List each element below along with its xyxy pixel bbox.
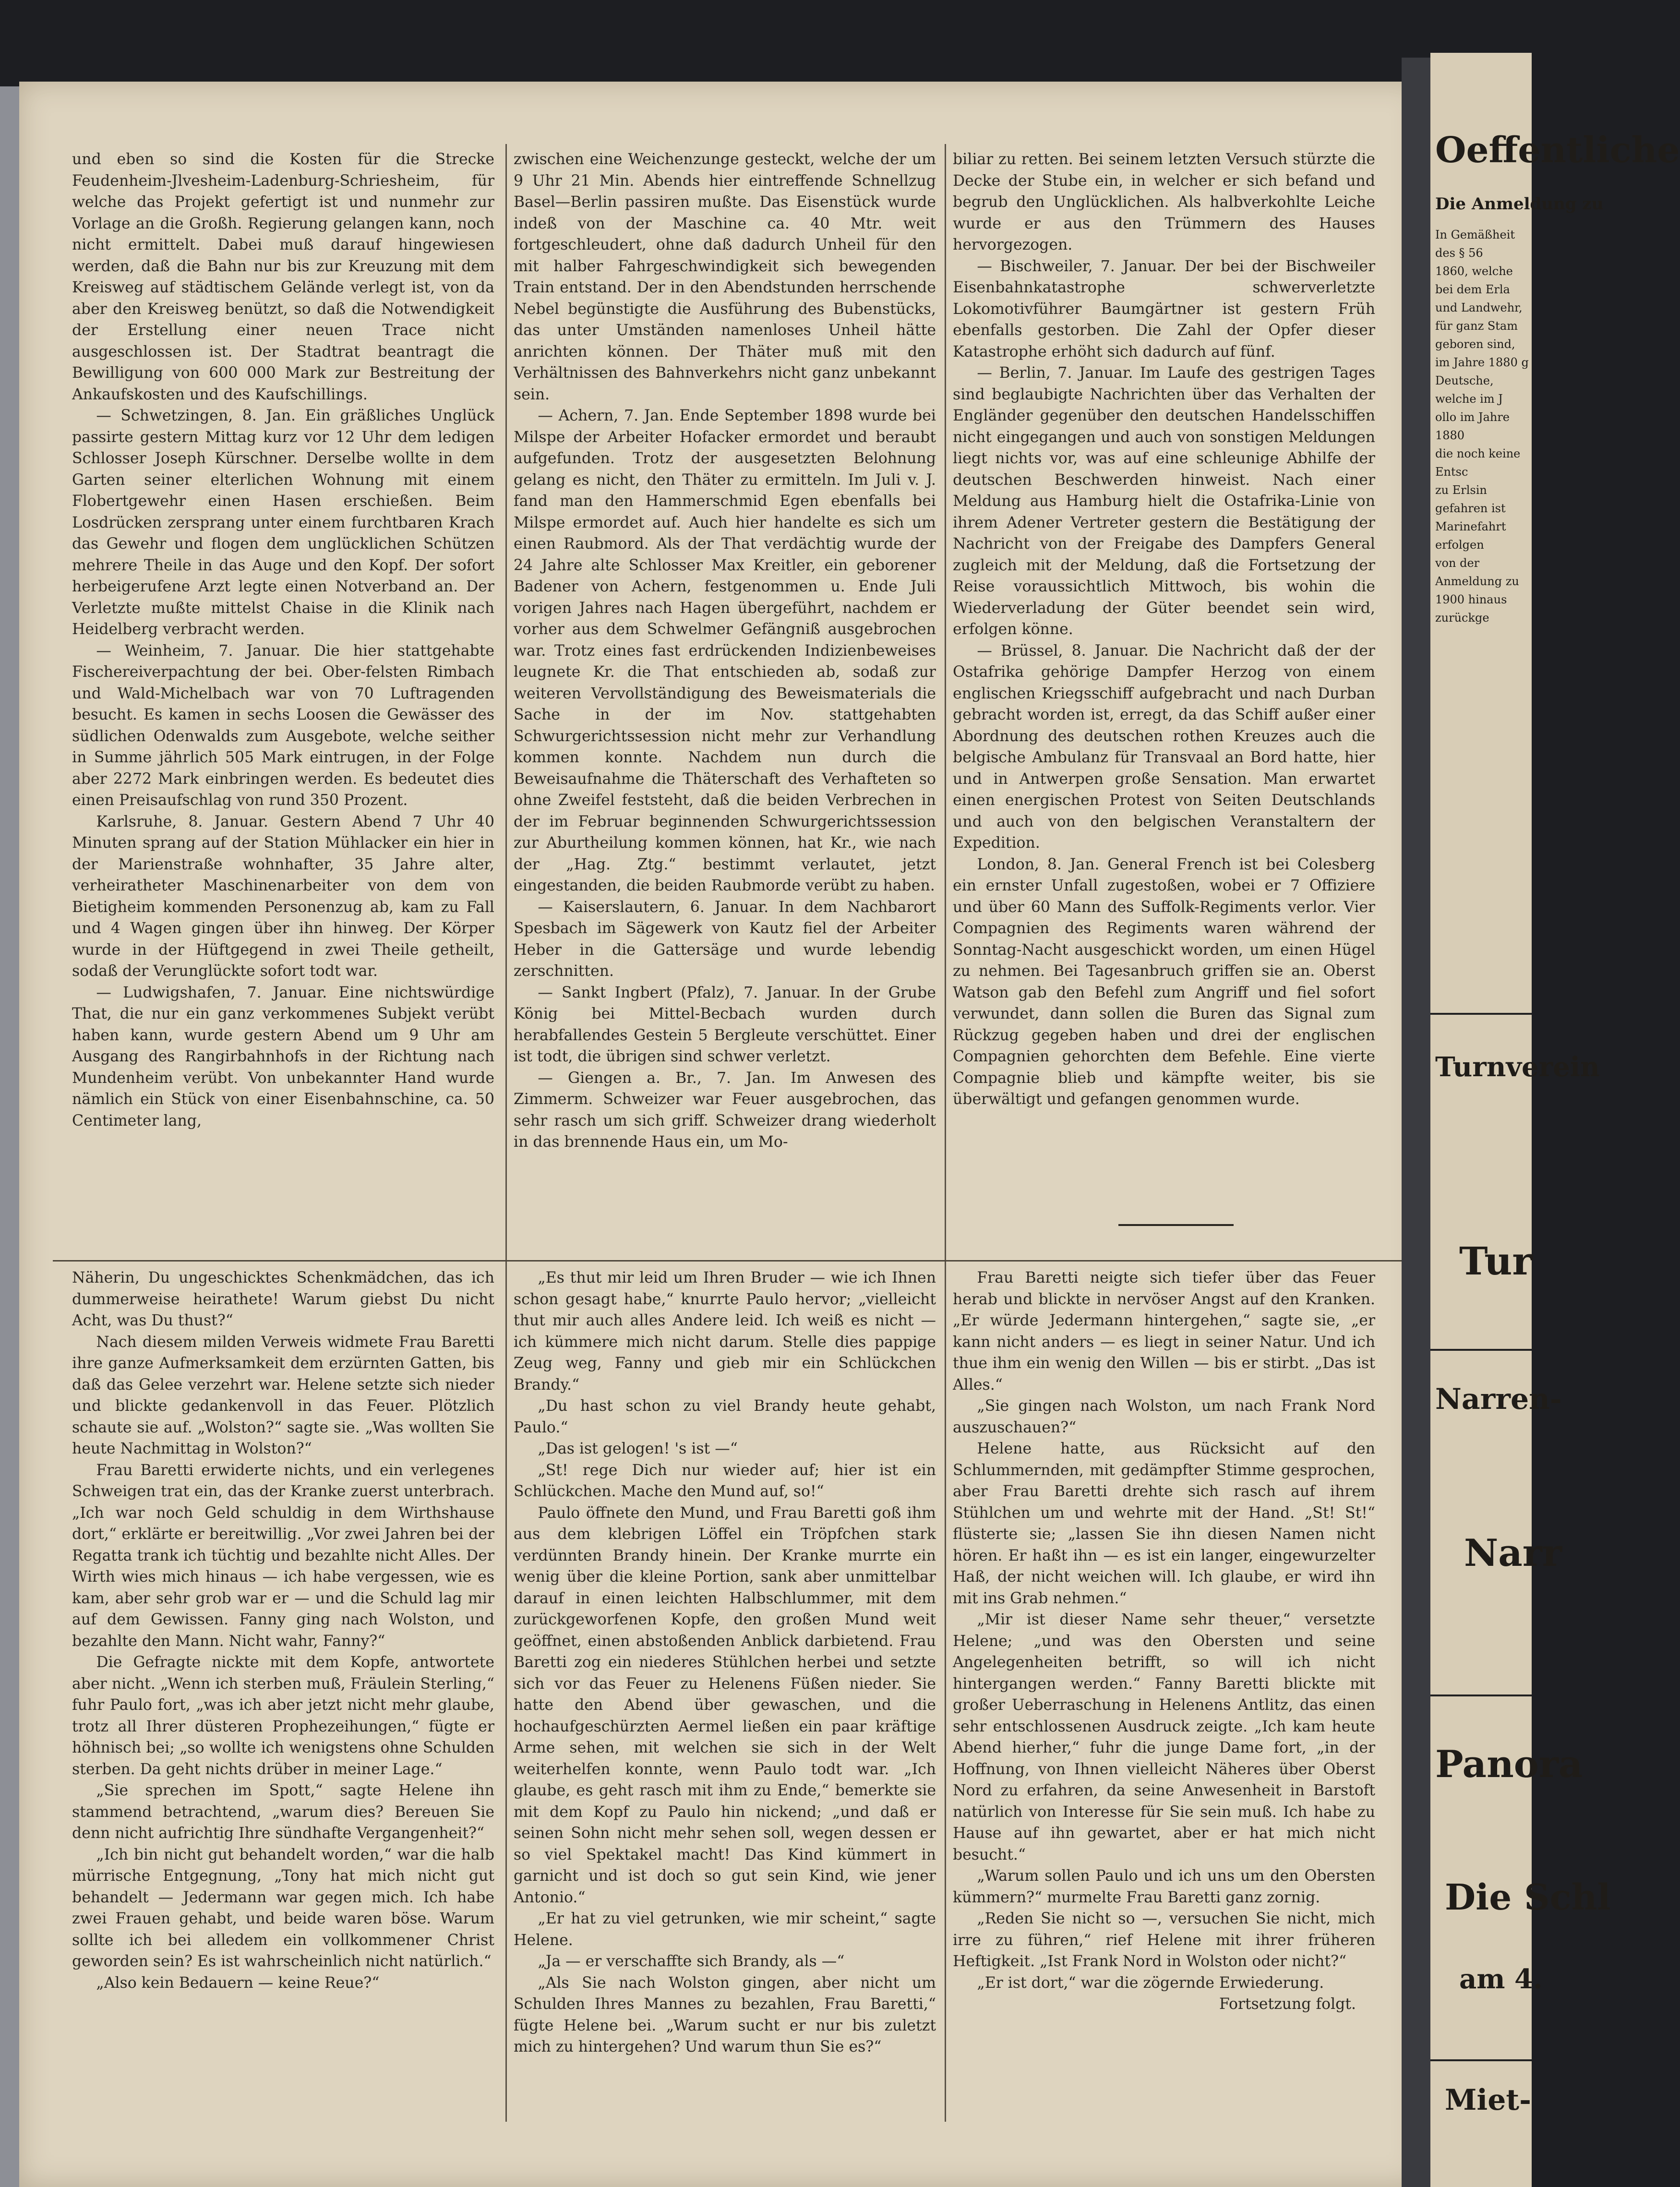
notice-line: Marinefahrt erfolgen xyxy=(1435,520,1506,552)
article-paragraph: biliar zu retten. Bei seinem letzten Versuch stürzte die Decke der Stube ein, in welcher er sich befand und begrub den Unglücklichen. Als halbverkohlte Leiche wurde er aus den Trümmern des Hauses hervorgezogen. xyxy=(953,151,1375,253)
story-paragraph: „Sie gingen nach Wolston, um nach Frank Nord auszuschauen?“ xyxy=(953,1397,1375,1436)
story-paragraph: „Er ist dort,“ war die zögernde Erwiederung. xyxy=(977,1974,1324,1992)
notice-line: In Gemäßheit des § 56 xyxy=(1435,228,1515,260)
ad-rule xyxy=(1430,1694,1532,1696)
story-paragraph: „St! rege Dich nur wieder auf; hier ist ein Schlückchen. Mache den Mund auf, so!“ xyxy=(514,1461,936,1500)
article-karlsruhe: Karlsruhe, 8. Januar. Gestern Abend 7 Uhr 40 Minuten sprang auf der Station Mühlacker ein hier in der Marienstraße wohnhafter, 35 Jahre alter, verheiratheter Maschinenarbeiter von dem von Bietigheim kommenden Personenzug ab, kam zu Fall und 4 Wagen gingen über ihn hinweg. Der Körper wurde in der Hüftgegend in zwei Theile getheilt, sodaß der Verunglückte sofort todt war. xyxy=(72,813,494,980)
story-paragraph: „Du hast schon zu viel Brandy heute gehabt, Paulo.“ xyxy=(514,1397,936,1436)
ad-rule xyxy=(1430,1013,1532,1015)
to-be-continued: Fortsetzung folgt. xyxy=(1219,1995,1356,2013)
article-paragraph: zwischen eine Weichenzunge gesteckt, welche der um 9 Uhr 21 Min. Abends hier eintreffende Schnellzug Basel—Berlin passiren mußte. Das Eisenstück wurde indeß von der Maschine ca. 40 Mtr. weit fortgeschleudert, ohne daß dadurch Unheil für den mit halber Fahrgeschwindigkeit sich bewegenden Train entstand. Der in den Abendstunden herrschende Nebel begünstigte die Ausführung des Bubenstücks, das unter Umständen namenloses Unheil hätte anrichten können. Der Thäter muß mit den Verhältnissen des Bahnverkehrs nicht ganz unbekannt sein. xyxy=(514,151,936,403)
article-paragraph: und eben so sind die Kosten für die Strecke Feudenheim-Jlvesheim-Ladenburg-Schriesheim, für welche das Projekt gefertigt ist und nunmehr zur Vorlage an die Großh. Regierung gelangen kann, noch nicht ermittelt. Dabei muß darauf hingewiesen werden, daß die Bahn nur bis zur Kreuzung mit dem Kreisweg auf städtischem Gelände verlegt ist, von da aber den Kreisweg benützt, so daß die Notwendigkeit der Erstellung einer neuen Trace nicht ausgeschlossen ist. Der Stadtrat beantragt die Bewilligung von 600 000 Mark zur Bestreitung der Ankaufskosten und des Kaufschillings. xyxy=(72,151,494,403)
story-paragraph: „Sie sprechen im Spott,“ sagte Helene ihn stammend betrachtend, „warum dies? Bereuen Sie denn nicht aufrichtig Ihre sündhafte Vergangenheit?“ xyxy=(72,1782,494,1842)
story-paragraph: Frau Baretti neigte sich tiefer über das Feuer herab und blickte in nervöser Angst auf den Kranken. „Er würde Jedermann hintergehen,“ sagte sie, „er kann nicht anders — es liegt in seiner Natur. Und ich thue ihm ein wenig den Willen — bis er stirbt. „Das ist Alles.“ xyxy=(953,1269,1375,1394)
ad-tur: Tur xyxy=(1459,1238,1533,1284)
feuilleton-column-1 xyxy=(72,1267,494,2131)
news-column-1 xyxy=(72,149,494,1243)
notice-line: geboren sind, im Jahre 1880 g xyxy=(1435,337,1529,369)
notice-line: die noch keine Entsc xyxy=(1435,447,1521,479)
feuilleton-column-3 xyxy=(953,1267,1375,2131)
ad-rule xyxy=(1430,1349,1532,1351)
book-gutter xyxy=(1402,58,1430,2187)
column-divider xyxy=(945,144,946,2122)
article-achern: — Achern, 7. Jan. Ende September 1898 wurde bei Milspe der Arbeiter Hofacker ermordet und beraubt aufgefunden. Trotz der ausgesetzten Belohnung gelang es nicht, den Thäter zu ermitteln. Im Juli v. J. fand man den Hammerschmid Egen ebenfalls bei Milspe ermordet auf. Auch hier handelte es sich um einen Raubmord. Als der That verdächtig wurde der 24 Jahre alte Schlosser Max Kreitler, ein geborener Badener von Achern, festgenommen u. Ende Juli vorigen Jahres nach Hagen übergeführt, nachdem er vorher aus dem Schwelmer Gefängniß ausgebrochen war. Trotz eines fast erdrückenden Indizienbeweises leugnete Kr. die That entschieden ab, sodaß zur weiteren Vervollständigung des Beweismaterials die Sache in der im Nov. stattgehabten Schwurgerichtssession nicht mehr zur Verhandlung kommen konnte. Nachdem nun durch die Beweisaufnahme die Thäterschaft des Verhafteten so ohne Zweifel feststeht, daß die beiden Verbrechen in der im Februar beginnenden Schwurgerichtssession zur Aburtheilung kommen können, hat Kr., wie nach der „Hag. Ztg.“ bestimmt verlautet, jetzt eingestanden, die beiden Raubmorde verübt zu haben. xyxy=(514,407,936,894)
notice-line: und Landwehr, für ganz Stam xyxy=(1435,301,1523,333)
story-paragraph: Näherin, Du ungeschicktes Schenkmädchen, das ich dummerweise heirathete! Warum giebst Du nicht Acht, was Du thust?“ xyxy=(72,1269,494,1329)
story-paragraph: „Ja — er verschaffte sich Brandy, als —“ xyxy=(538,1953,845,1970)
story-paragraph: Die Gefragte nickte mit dem Kopfe, antwortete aber nicht. „Wenn ich sterben muß, Fräulein Sterling,“ fuhr Paulo fort, „was ich aber jetzt nicht mehr glaube, trotz all Ihrer düsteren Prophezeihungen,“ fügte er höhnisch bei; „so wollte ich wenigstens ohne Schulden sterben. Da geht nichts drüber in meiner Lage.“ xyxy=(72,1654,494,1778)
news-column-3 xyxy=(953,149,1375,1205)
scanner-edge xyxy=(0,86,19,2187)
story-paragraph: „Reden Sie nicht so —, versuchen Sie nicht, mich irre zu führen,“ rief Helene mit ihrer früheren Heftigkeit. „Ist Frank Nord in Wolston oder nicht?“ xyxy=(953,1910,1375,1970)
story-paragraph: Nach diesem milden Verweis widmete Frau Baretti ihre ganze Aufmerksamkeit dem erzürnten Gatten, bis daß das Gelee verzehrt war. Helene setzte sich nieder und blickte gedankenvoll in das Feuer. Plötzlich schaute sie auf. „Wolston?“ sagte sie. „Was wollten Sie heute Nachmittag in Wolston?“ xyxy=(72,1333,494,1457)
notice-line: von der Anmeldung zu xyxy=(1435,556,1519,588)
ad-rule xyxy=(1430,2059,1532,2061)
notice-line: zu Erlsin gefahren ist xyxy=(1435,483,1506,515)
article-bruessel: — Brüssel, 8. Januar. Die Nachricht daß der der Ostafrika gehörige Dampfer Herzog von einem englischen Kriegsschiff aufgebracht und nach Durban gebracht worden ist, erregt, da das Schiff außer einer Abordnung des deutschen rothen Kreuzes auch die belgische Ambulanz für Transvaal an Bord hatte, hier und in Antwerpen große Sensation. Man erwartet einen energischen Protest von Seiten Deutschlands und auch von den belgischen Veranstaltern der Expedition. xyxy=(953,642,1375,852)
ad-narren: Narren- xyxy=(1435,1382,1562,1416)
story-paragraph: „Es thut mir leid um Ihren Bruder — wie ich Ihnen schon gesagt habe,“ knurrte Paulo hervor; „vielleicht thut mir auch alles Andere leid. Ich weiß es nicht — ich kümmere mich nicht darum. Stelle dies pappige Zeug weg, Fanny und gieb mir ein Schlückchen Brandy.“ xyxy=(514,1269,936,1394)
adjacent-page xyxy=(1430,53,1680,2187)
story-paragraph: Paulo öffnete den Mund, und Frau Baretti goß ihm aus dem klebrigen Löffel ein Tröpfchen stark verdünnten Brandy hinein. Der Kranke murrte ein wenig über die kleine Portion, sank aber unmittelbar darauf in einen leichten Halbschlummer, mit dem zurückgeworfenen Kopfe, den großen Mund weit geöffnet, einen abstoßenden Anblick darbietend. Frau Baretti zog ein niederes Stühlchen herbei und setzte sich vor das Feuer zu Helenens Füßen nieder. Sie hatte den Abend über gewaschen, und die hochaufgeschürzten Aermel ließen ein paar kräftige Arme sehen, mit welchen sie sich in der Welt weiterhelfen konnte, wenn Paulo todt war. „Ich glaube, es geht rasch mit ihm zu Ende,“ bemerkte sie mit dem Kopf zu Paulo hin nickend; „und daß er seinen Sohn nicht mehr sehen soll, wegen dessen er so viel Spektakel macht! Das Kind kümmert in garnicht und ist doch so gut sein Kind, wie jener Antonio.“ xyxy=(514,1504,936,1906)
notice-line: ollo im Jahre 1880 xyxy=(1435,410,1510,442)
notice-line: 1860, welche bei dem Erla xyxy=(1435,264,1513,296)
story-paragraph: „Also kein Bedauern — keine Reue?“ xyxy=(96,1974,380,1992)
story-paragraph: „Das ist gelogen! 's ist —“ xyxy=(538,1440,738,1457)
notice-subheading: Die Anmeldung zu xyxy=(1435,194,1604,214)
ad-panorama: Panora xyxy=(1435,1742,1583,1786)
story-paragraph: Frau Baretti erwiderte nichts, und ein verlegenes Schweigen trat ein, das der Kranke zuerst unterbrach. „Ich war noch Geld schuldig in dem Wirthshause dort,“ erklärte er bereitwillig. „Vor zwei Jahren bei der Regatta trank ich tüchtig und bezahlte nicht Alles. Der Wirth wies mich hinaus — ich habe vergessen, wie es kam, aber sehr grob war er — und die Schuld lag mir auf dem Gewissen. Fanny ging nach Wolston, und bezahlte den Mann. Nicht wahr, Fanny?“ xyxy=(72,1461,494,1650)
article-giengen: — Giengen a. Br., 7. Jan. Im Anwesen des Zimmerm. Schweizer war Feuer ausgebrochen, das sehr rasch um sich griff. Schweizer drang wiederholt in das brennende Haus ein, um Mo- xyxy=(514,1069,936,1151)
story-paragraph: „Ich bin nicht gut behandelt worden,“ war die halb mürrische Entgegnung, „Tony hat mich nicht gut behandelt — Jedermann war gegen mich. Ich habe zwei Frauen gehabt, und beide waren böse. Warum sollte ich bei alledem ein vollkommener Christ geworden sein? Es ist wahrscheinlich nicht natürlich.“ xyxy=(72,1846,494,1970)
article-sankt-ingbert: — Sankt Ingbert (Pfalz), 7. Januar. In der Grube König bei Mittel-Becbach wurden durch herabfallendes Gestein 5 Bergleute verschüttet. Einer ist todt, die übrigen sind schwer verletzt. xyxy=(514,984,936,1065)
article-london: London, 8. Jan. General French ist bei Colesberg ein ernster Unfall zugestoßen, wobei er 7 Offiziere und über 60 Mann des Suffolk-Regiments verlor. Vier Compagnien des Regiments waren während der Sonntag-Nacht ausgeschickt worden, um einen Hügel zu nehmen. Bei Tagesanbruch griffen sie an. Oberst Watson gab den Befehl zum Angriff und fiel sofort verwundet, dann sollen die Buren das Signal zum Rückzug gegeben haben und drei der englischen Compagnien gehorchten dem Befehle. Eine vierte Compagnie blieb und kämpfte weiter, bis sie überwältigt und gefangen genommen wurde. xyxy=(953,855,1375,1108)
article-kaiserslautern: — Kaiserslautern, 6. Januar. In dem Nachbarort Spesbach im Sägewerk von Kautz fiel der Arbeiter Heber in die Gattersäge und wurde lebendig zerschnitten. xyxy=(514,898,936,980)
notice-line: Deutsche, welche im J xyxy=(1435,374,1503,406)
story-paragraph: „Warum sollen Paulo und ich uns um den Obersten kümmern?“ murmelte Frau Baretti ganz zornig. xyxy=(953,1867,1375,1906)
story-paragraph: „Er hat zu viel getrunken, wie mir scheint,“ sagte Helene. xyxy=(514,1910,936,1949)
article-schwetzingen: — Schwetzingen, 8. Jan. Ein gräßliches Unglück passirte gestern Mittag kurz vor 12 Uhr dem ledigen Schlosser Joseph Kürschner. Derselbe wollte in dem Garten seiner elterlichen Wohnung mit einem Flobertgewehr einen Hasen erschießen. Beim Losdrücken zersprang unter einem furchtbaren Krach das Gewehr und flogen dem unglücklichen Schützen mehrere Theile in das Auge und den Kopf. Der sofort herbeigerufene Arzt legte einen Notverband an. Der Verletzte mußte mittelst Chaise in die Klinik nach Heidelberg verbracht werden. xyxy=(72,407,494,638)
ad-miet: Miet- xyxy=(1445,2083,1531,2117)
notice-line: 1900 hinaus zurückge xyxy=(1435,593,1507,625)
feuilleton-column-2 xyxy=(514,1267,936,2131)
feuilleton-divider xyxy=(53,1260,1402,1262)
news-column-2 xyxy=(514,149,936,1243)
notice-heading: Oeffentliche xyxy=(1435,130,1680,171)
ad-am: am 4. xyxy=(1459,1963,1543,1995)
column-divider xyxy=(505,144,507,2122)
end-of-news-rule xyxy=(1118,1224,1234,1226)
story-paragraph: „Mir ist dieser Name sehr theuer,“ versetzte Helene; „und was den Obersten und seine Angelegenheiten betrifft, so will ich nicht hintergangen werden.“ Fanny Baretti blickte mit großer Ueberraschung in Helenens Antlitz, das einen sehr entschlossenen Ausdruck zeigte. „Ich kam heute Abend hierher,“ fuhr die junge Dame fort, „in der Hoffnung, von Ihnen vielleicht Näheres über Oberst Nord zu erfahren, da seine Anwesenheit in Barstoft natürlich von Interesse für Sie sein muß. Ich habe zu Hause auf ihn gewartet, aber er hat mich nicht besucht.“ xyxy=(953,1611,1375,1863)
ad-die-schl: Die Schl xyxy=(1445,1877,1611,1918)
ad-narr: Narr xyxy=(1464,1531,1562,1575)
article-bischweiler: — Bischweiler, 7. Januar. Der bei der Bischweiler Eisenbahnkatastrophe schwerverletzte Lokomotivführer Baumgärtner ist gestern Früh ebenfalls gestorben. Die Zahl der Opfer dieser Katastrophe erhöht sich dadurch auf fünf. xyxy=(953,257,1375,360)
story-paragraph: Helene hatte, aus Rücksicht auf den Schlummernden, mit gedämpfter Stimme gesprochen, aber Frau Baretti drehte sich rasch auf ihrem Stühlchen um und wehrte mit der Hand. „St! St!“ flüsterte sie; „lassen Sie ihn diesen Namen nicht hören. Er haßt ihn — es ist ein langer, eingewurzelter Haß, der nicht weichen will. Ich glaube, er wird ihn mit ins Grab nehmen.“ xyxy=(953,1440,1375,1607)
article-ludwigshafen: — Ludwigshafen, 7. Januar. Eine nichtswürdige That, die nur ein ganz verkommenes Subjekt verübt haben kann, wurde gestern Abend um 9 Uhr am Ausgang des Rangirbahnhofs in der Richtung nach Mundenheim verübt. Von unbekannter Hand wurde nämlich ein Stück von einer Eisenbahnschine, ca. 50 Centimeter lang, xyxy=(72,984,494,1130)
story-paragraph: „Als Sie nach Wolston gingen, aber nicht um Schulden Ihres Mannes zu bezahlen, Frau Baretti,“ fügte Helene bei. „Warum sucht er nur bis zuletzt mich zu hintergehen? Und warum thun Sie es?“ xyxy=(514,1974,936,2055)
article-weinheim: — Weinheim, 7. Januar. Die hier stattgehabte Fischereiverpachtung der bei. Ober-felsten Rimbach und Wald-Michelbach war von 70 Luftragenden besucht. Es kamen in sechs Loosen die Gewässer des südlichen Odenwalds zum Ausgebote, welche seither in Summe jährlich 505 Mark eintrugen, in der Folge aber 2272 Mark einbringen werden. Es bedeutet dies einen Preisaufschlag von rund 350 Prozent. xyxy=(72,642,494,809)
ad-turnverein: Turnverein xyxy=(1435,1051,1600,1083)
notice-text xyxy=(1435,226,1531,627)
article-berlin: — Berlin, 7. Januar. Im Laufe des gestrigen Tages sind beglaubigte Nachrichten über das Verhalten der Engländer gegenüber den deutschen Handelsschiffen nicht eingegangen und auch von sonstigen Meldungen liegt nichts vor, was auf eine schleunige Abhilfe der deutschen Beschwerden hinweist. Nach einer Meldung aus Hamburg hielt die Ostafrika-Linie von ihrem Adener Vertreter gestern die Bestätigung der Nachricht von der Freigabe des Dampfers General zugleich mit der Meldung, daß die Fortsetzung der Reise voraussichtlich Mittwoch, bis wohin die Wiederverladung der Güter beendet sein wird, erfolgen könne. xyxy=(953,364,1375,638)
